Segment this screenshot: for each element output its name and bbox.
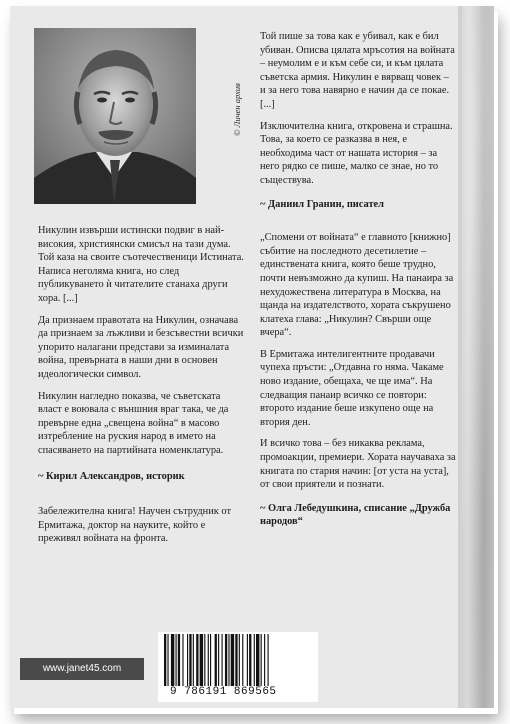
quote-paragraph: Забележителна книга! Научен сътрудник от Ермитажа, доктор на науките, който е преживял войната на фронта. bbox=[38, 506, 232, 545]
barcode-bar bbox=[196, 634, 198, 686]
barcode-bar bbox=[256, 634, 259, 686]
barcode-bar bbox=[268, 634, 269, 686]
barcode-bar bbox=[182, 634, 183, 686]
author-portrait-image bbox=[34, 28, 196, 204]
barcode-bar bbox=[235, 634, 237, 686]
barcode-bar bbox=[231, 634, 234, 686]
quote-paragraph: Да признаем правотата на Никулин, означава да признаем за лъжливи и безсъвестни всички упорито налагани представи за изминалата война, превърната в наши дни в основен идеологически символ. bbox=[38, 314, 244, 380]
quote-paragraph: „Спомени от войната“ е главното [книжно] събитие на последното десетилетие – единствената книга, която беше трудно, почти невъзможно да купиш. На панаира за нехудожествена литература в Москва, на щанда на издателството, хората съкрушено клатеха глава: „Никулин? Свърши още вчера“. bbox=[260, 232, 454, 339]
isbn-barcode bbox=[158, 632, 318, 702]
author-photo bbox=[34, 28, 196, 204]
right-column bbox=[260, 30, 456, 529]
quote-paragraph: Изключителна книга, откровена и страшна. Това, за което се разказва в нея, е необходима част от нашата история – за него рядко се пише, малко се знае, но то съществува. bbox=[260, 120, 453, 186]
quote-paragraph: И всичко това – без никаква реклама, промоакции, премиери. Хората научаваха за книгата по стария начин: [от уста на уста], от свои приятели и познати. bbox=[260, 438, 456, 491]
barcode-bar bbox=[239, 634, 240, 686]
barcode-bar bbox=[200, 634, 203, 686]
barcode-bar bbox=[225, 634, 227, 686]
barcode-bar bbox=[193, 634, 194, 686]
barcode-bar bbox=[189, 634, 191, 686]
barcode-bar bbox=[261, 634, 262, 686]
barcode-bar bbox=[254, 634, 255, 686]
barcode-bar bbox=[178, 634, 180, 686]
isbn-number: 9 786191 869565 bbox=[170, 686, 277, 698]
barcode-bar bbox=[222, 634, 223, 686]
quote-attribution: ~ Олга Лебедушкина, списание „Дружба народов“ bbox=[260, 502, 451, 528]
publisher-website[interactable]: www.janet45.com bbox=[20, 658, 144, 680]
barcode-bar bbox=[218, 634, 219, 686]
barcode-bars bbox=[158, 632, 318, 688]
quote-attribution: ~ Кирил Александров, историк bbox=[38, 470, 185, 482]
barcode-bar bbox=[249, 634, 251, 686]
photo-credit: © Личен архив bbox=[232, 83, 242, 136]
barcode-bar bbox=[242, 634, 243, 686]
barcode-bar bbox=[247, 634, 248, 686]
quote-paragraph: Никулин извърши истински подвиг в най-високия, християнски смисъл на тази дума. Той каза на своите съотечественици Истината. Написа неголяма книга, но след публикуването ѝ читателите станаха други хора. [...] bbox=[38, 225, 244, 304]
barcode-bar bbox=[215, 634, 217, 686]
barcode-bar bbox=[187, 634, 188, 686]
quote-paragraph: В Ермитажа интелигентните продавачи чупеха пръсти: „Отдавна го няма. Чакаме ново издание, обещаха, че ще има“. На следващия панаир всичко се повтори: второто издание беше изкупено още на втория ден. bbox=[260, 348, 444, 428]
book-back-cover bbox=[10, 6, 494, 708]
barcode-bar bbox=[208, 634, 209, 686]
barcode-bar bbox=[171, 634, 174, 686]
left-column bbox=[38, 224, 246, 546]
barcode-bar bbox=[167, 634, 168, 686]
barcode-bar bbox=[204, 634, 205, 686]
quote-attribution: ~ Даниил Гранин, писател bbox=[260, 198, 385, 210]
barcode-bar bbox=[164, 634, 166, 686]
barcode-bar bbox=[210, 634, 211, 686]
barcode-bar bbox=[228, 634, 229, 686]
quote-paragraph: Никулин нагледно показва, че съветската власт е воювала с външния враг така, че да превърне една „свещена война“ в масово изтребление на руския народ в името на спасяването на партийната номенклатура. bbox=[38, 390, 229, 456]
quote-paragraph: Той пише за това как е убивал, как е бил убиван. Описва цялата мръсотия на войната – неумолим е и към себе си, и към цялата съветска армия. Никулин е вярващ човек – и за него това навярно е начин да се покае. [...] bbox=[260, 31, 455, 110]
barcode-bar bbox=[176, 634, 177, 686]
spine-texture bbox=[462, 6, 494, 708]
barcode-bar bbox=[264, 634, 265, 686]
